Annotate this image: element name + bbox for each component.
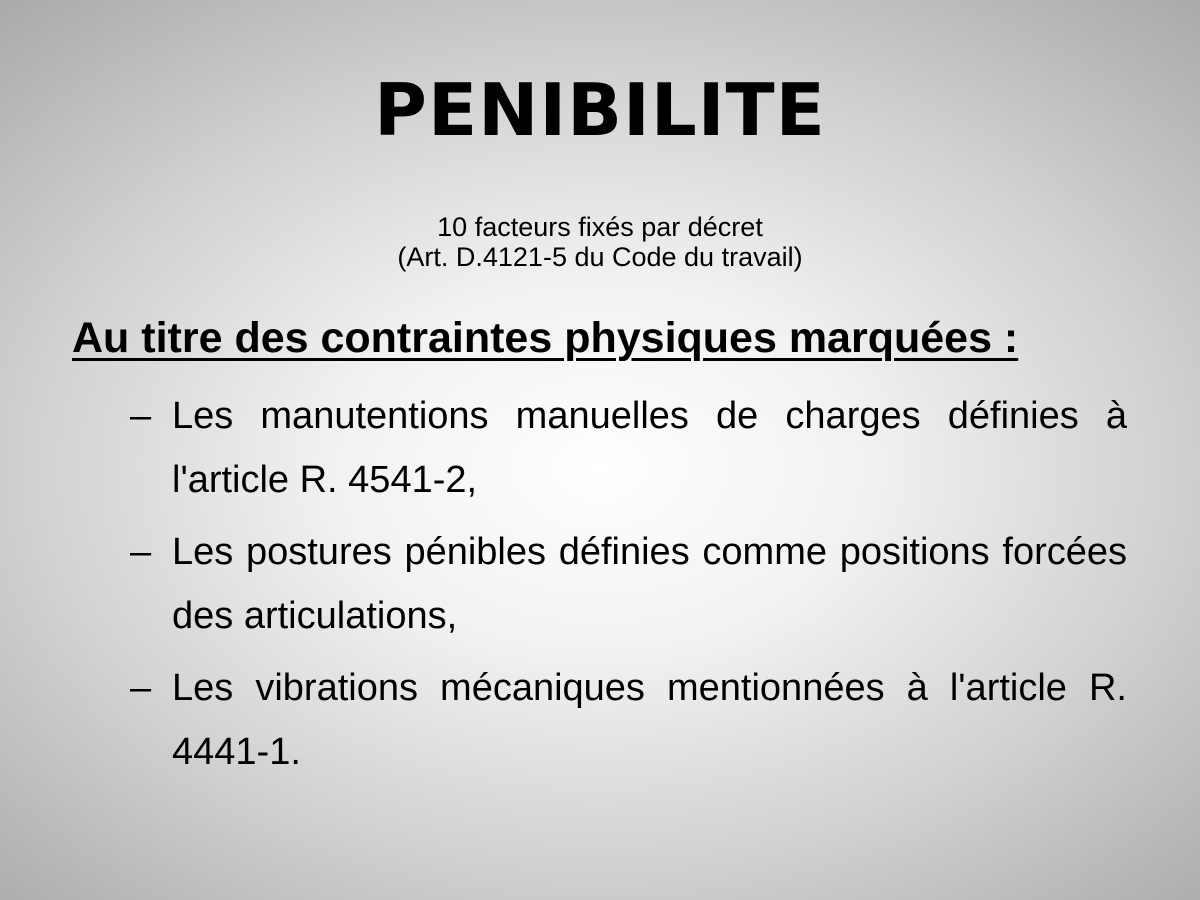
bullet-list	[130, 384, 1127, 792]
bullet-item	[130, 520, 1127, 648]
bullet-text: Les vibrations mécaniques mentionnées à l'article R. 4441-1.	[172, 667, 1127, 773]
subtitle-line-1: 10 facteurs fixés par décret	[437, 212, 763, 242]
bullet-dash: –	[130, 531, 152, 573]
subtitle-line-2: (Art. D.4121-5 du Code du travail)	[397, 242, 803, 272]
slide-title: PENIBILITE	[374, 68, 826, 152]
bullet-dash: –	[130, 395, 152, 437]
slide-subtitle	[0, 212, 1200, 272]
bullet-item	[130, 384, 1127, 512]
section-heading: Au titre des contraintes physiques marquées :	[72, 314, 1019, 362]
bullet-dash: –	[130, 667, 152, 709]
bullet-text: Les postures pénibles définies comme positions forcées des articulations,	[172, 531, 1127, 637]
bullet-item	[130, 656, 1127, 784]
bullet-text: Les manutentions manuelles de charges définies à l'article R. 4541-2,	[172, 395, 1127, 501]
